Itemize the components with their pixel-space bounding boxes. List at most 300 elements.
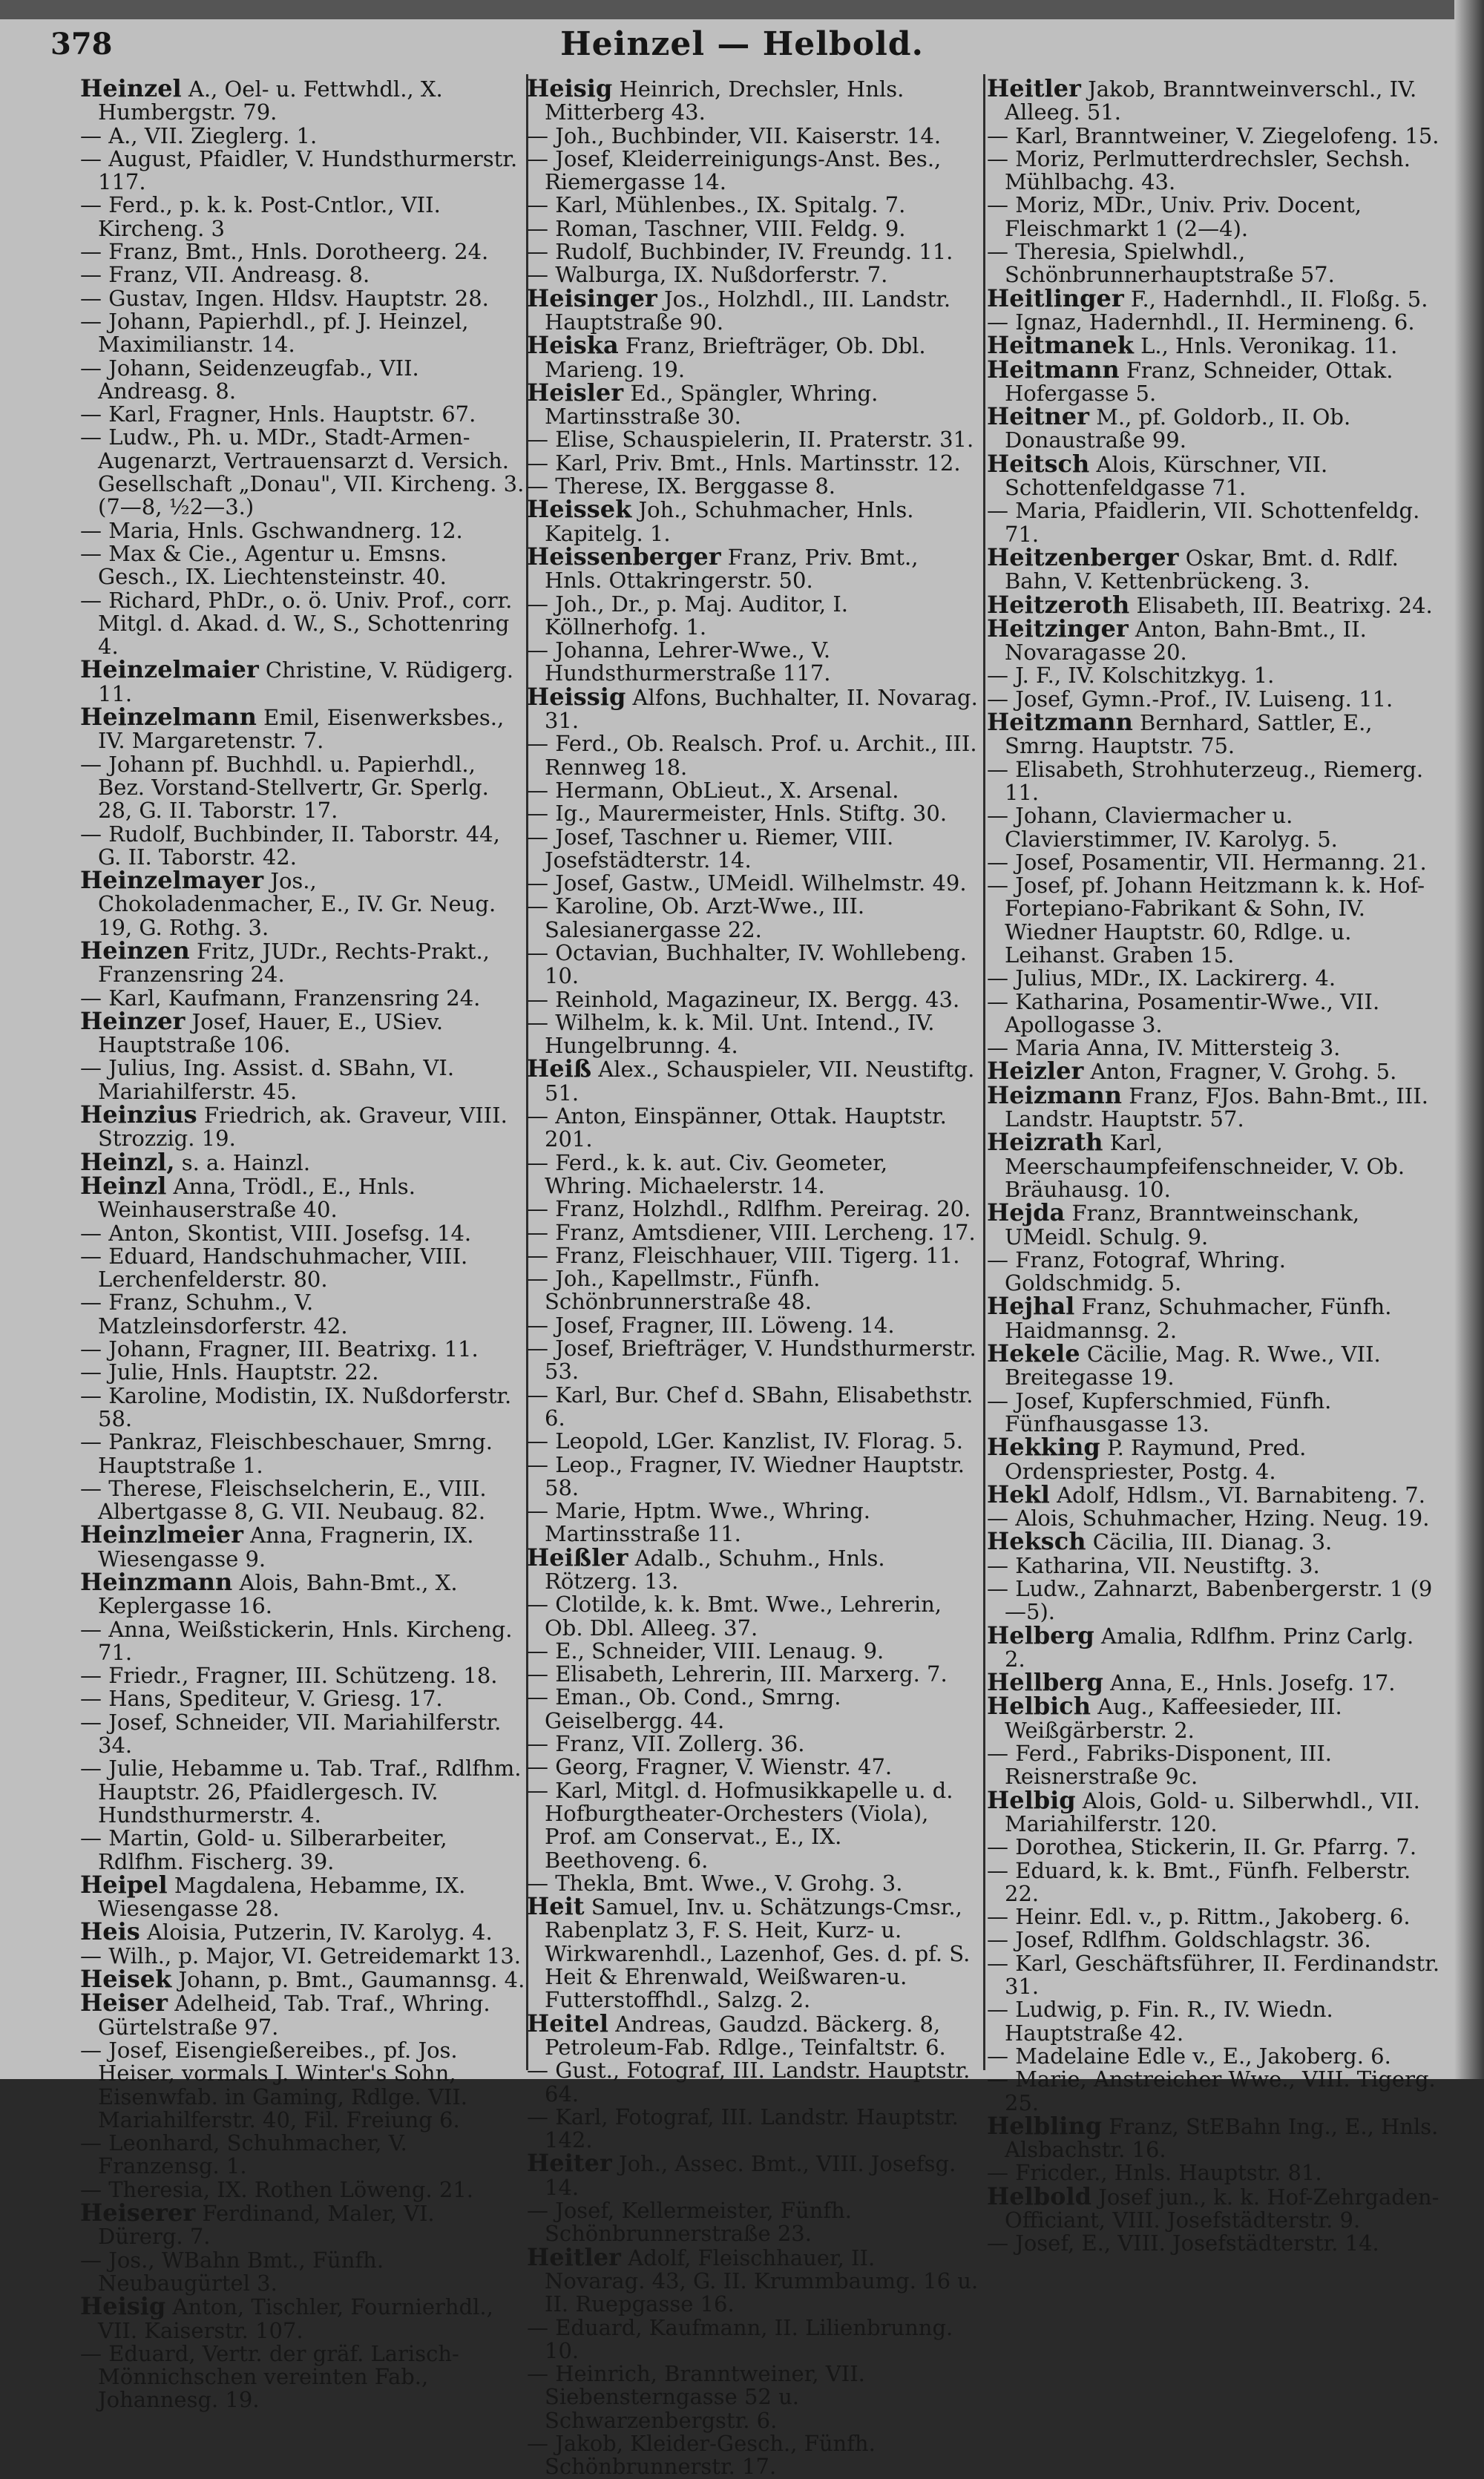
entry-details: Jos., Chokoladenmacher, E., IV. Gr. Neug. 19, G. Rothg. 3.: [98, 868, 496, 940]
entry-details: — Josef, Kupferschmied, Fünfh. Fünfhausgasse 13.: [987, 1388, 1332, 1436]
entry-details: — Rudolf, Buchbinder, II. Taborstr. 44, G. II. Taborstr. 42.: [80, 821, 500, 870]
entry-details: — Johanna, Lehrer-Wwe., V. Hundsthurmerstraße 117.: [527, 637, 831, 686]
entry-details: — Elisabeth, Lehrerin, III. Marxerg. 7.: [527, 1661, 948, 1687]
entry-details: — Ig., Maurermeister, Hnls. Stiftg. 30.: [527, 801, 948, 827]
directory-entry: [80, 1431, 525, 1477]
directory-entry: [527, 1198, 979, 1221]
entry-details: Anton, Fragner, V. Grohg. 5.: [1083, 1059, 1397, 1085]
entry-details: Anton, Bahn-Bmt., II. Novaragasse 20.: [1005, 616, 1367, 666]
entry-surname: Heinzelmayer: [80, 866, 264, 895]
entry-details: — Joh., Kapellmstr., Fünfh. Schönbrunnerstraße 48.: [527, 1266, 821, 1315]
entry-details: Josef, Hauer, E., USiev. Hauptstraße 106.: [98, 1008, 444, 1058]
entry-details: L., Hnls. Veronikag. 11.: [1133, 333, 1398, 359]
directory-entry: [987, 499, 1441, 546]
directory-entry: [987, 402, 1441, 453]
scan-top-edge: [0, 0, 1484, 19]
entry-surname: Heitzeroth: [987, 590, 1130, 619]
entry-surname: Hejda: [987, 1198, 1066, 1227]
entry-details: — Franz, Schuhm., V. Matzleinsdorferstr. 42.: [80, 1290, 348, 1339]
entry-details: — Josef, Gastw., UMeidl. Wilhelmstr. 49.: [527, 870, 967, 896]
directory-entry: [987, 1692, 1441, 1743]
entry-details: — Elisabeth, Strohhuterzeug., Riemerg. 11.: [987, 756, 1424, 805]
entry-details: — Pankraz, Fleischbeschauer, Smrng. Hauptstraße 1.: [80, 1429, 493, 1478]
directory-entry: [527, 1105, 979, 1152]
directory-entry: [527, 2199, 979, 2246]
directory-entry: [527, 1430, 979, 1453]
directory-entry: [527, 639, 979, 686]
directory-entry: [80, 1568, 525, 1619]
entry-surname: Heiska: [527, 331, 619, 360]
entry-surname: Hellberg: [987, 1668, 1103, 1697]
directory-entry: [987, 1433, 1441, 1484]
entry-details: — Josef, Kleiderreinigungs-Anst. Bes., Riemergasse 14.: [527, 145, 942, 195]
entry-details: — Karl, Bur. Chef d. SBahn, Elisabethstr. 6.: [527, 1382, 974, 1431]
entry-details: — Marie, Anstreicher Wwe., VIII. Tigerg. 25.: [987, 2066, 1436, 2115]
directory-entry: [987, 74, 1441, 125]
directory-entry: [80, 403, 525, 426]
entry-details: — Leop., Fragner, IV. Wiedner Hauptstr. 58.: [527, 1451, 965, 1500]
entry-details: — Theresia, IX. Rothen Löweng. 21.: [80, 2176, 474, 2202]
entry-details: — Marie, Hptm. Wwe., Whring. Martinsstraße 11.: [527, 1498, 870, 1547]
entry-details: — August, Pfaidler, V. Hundsthurmerstr. 117.: [80, 145, 518, 195]
directory-entry: [527, 1733, 979, 1756]
entry-surname: Heisek: [80, 1965, 172, 1994]
entry-surname: Heis: [80, 1917, 140, 1946]
entry-surname: Hekking: [987, 1433, 1100, 1462]
entry-surname: Helbig: [987, 1785, 1076, 1814]
entry-details: — Moriz, MDr., Univ. Priv. Docent, Fleischmarkt 1 (2—4).: [987, 192, 1362, 241]
entry-surname: Heitzmann: [987, 708, 1133, 737]
entry-details: — Eduard, Vertr. der gräf. Larisch-Mönnichschen vereinten Fab., Johannesg. 19.: [80, 2340, 459, 2413]
directory-entry: [80, 2249, 525, 2296]
directory-entry: [527, 2314, 979, 2363]
entry-details: — Josef, Rdlfhm. Goldschlagstr. 36.: [987, 1927, 1371, 1953]
entry-details: — Dorothea, Stickerin, II. Gr. Pfarrg. 7.: [987, 1834, 1417, 1860]
entry-details: — Ludw., Zahnarzt, Babenbergerstr. 1 (9—5).: [987, 1576, 1433, 1625]
entry-details: — Josef, E., VIII. Josefstädterstr. 14.: [987, 2230, 1379, 2256]
directory-entry: [987, 1905, 1441, 1928]
entry-surname: Heinzer: [80, 1006, 186, 1035]
entry-details: M., pf. Goldorb., II. Ob. Donaustraße 99.: [1005, 404, 1351, 453]
entry-surname: Heizrath: [987, 1128, 1103, 1157]
directory-entry: [80, 122, 525, 148]
directory-entry: [80, 1711, 525, 1758]
directory-entry: [527, 779, 979, 802]
entry-details: Aloisia, Putzerin, IV. Karolyg. 4.: [139, 1920, 493, 1946]
directory-entry: [987, 1742, 1441, 1789]
entry-details: — Anton, Einspänner, Ottak. Hauptstr. 201.: [527, 1103, 947, 1152]
entry-details: — Wilh., p. Major, VI. Getreidemarkt 13.: [80, 1943, 522, 1969]
directory-entry: [527, 495, 979, 546]
entry-details: Anna, Trödl., E., Hnls. Weinhauserstraße 40.: [98, 1173, 416, 1223]
directory-entry: [987, 2045, 1441, 2068]
directory-entry: [80, 1989, 525, 2040]
entry-details: Anton, Tischler, Fournierhdl., VII. Kaiserstr. 107.: [98, 2294, 493, 2343]
entry-details: Joh., Assec. Bmt., VIII. Josefsg. 14.: [545, 2151, 956, 2200]
entry-details: — Julie, Hebamme u. Tab. Traf., Rdlfhm. Hauptstr. 26, Pfaidlergesch. IV. Hundsthurmerstr. 4.: [80, 1756, 522, 1828]
entry-details: — Eduard, k. k. Bmt., Fünfh. Felberstr. 22.: [987, 1857, 1411, 1906]
column-1: [80, 74, 525, 2413]
scan-right-edge: [1454, 0, 1484, 2079]
directory-entry: [527, 732, 979, 779]
directory-entry: [987, 664, 1441, 687]
directory-entry: [527, 1011, 979, 1058]
directory-entry: [527, 1892, 979, 2013]
entry-details: — Reinhold, Magazineur, IX. Bergg. 43.: [527, 986, 960, 1012]
entry-details: — Maria, Pfaidlerin, VII. Schottenfeldg. 71.: [987, 498, 1420, 547]
entry-details: — Ferd., k. k. aut. Civ. Geometer, Whring. Michaelerstr. 14.: [527, 1149, 888, 1198]
entry-surname: Heinzl,: [80, 1147, 175, 1176]
entry-details: — Ferd., Fabriks-Disponent, III. Reisnerstraße 9c.: [987, 1741, 1333, 1790]
entry-surname: Heizmann: [987, 1080, 1123, 1109]
entry-details: — Jakob, Kleider-Gesch., Fünfh. Schönbrunnerstr. 17.: [527, 2430, 876, 2479]
directory-entry: [527, 240, 979, 263]
running-title: Heinzel — Helbold.: [560, 25, 924, 63]
directory-entry: [527, 2009, 979, 2060]
entry-details: Cäcilie, Mag. R. Wwe., VII. Breitegasse 19.: [1005, 1342, 1381, 1390]
entry-surname: Heitzenberger: [987, 542, 1179, 571]
entry-details: Anna, Fragnerin, IX. Wiesengasse 9.: [98, 1523, 474, 1572]
entry-details: — Franz, Bmt., Hnls. Dorotheerg. 24.: [80, 239, 489, 265]
page-number: 378: [50, 27, 113, 62]
entry-details: — Franz, VII. Andreasg. 8.: [80, 262, 370, 288]
entry-details: — Hans, Spediteur, V. Griesg. 17.: [80, 1686, 443, 1712]
entry-surname: Heiserer: [80, 2199, 196, 2227]
directory-entry: [527, 2149, 979, 2200]
directory-entry: [987, 355, 1441, 406]
directory-entry: [80, 1477, 525, 1524]
entry-surname: Heissig: [527, 682, 626, 711]
entry-details: — Karl, Priv. Bmt., Hnls. Martinsstr. 12.: [527, 450, 961, 476]
entry-surname: Heinzelmaier: [80, 655, 259, 684]
entry-details: — Heinr. Edl. v., p. Rittm., Jakoberg. 6.: [987, 1904, 1411, 1930]
entry-details: — Josef, Eisengießereibes., pf. Jos. Heiser, vormals J. Winter's Sohn, Eisenwfab. in Gaming, Rdlge. VII. Mariahilferstr. 40, Fil. Freiung 6.: [80, 2037, 467, 2132]
directory-entry: [527, 1451, 979, 1500]
page-header: [0, 22, 1484, 74]
directory-entry: [987, 240, 1441, 287]
entry-surname: Heissek: [527, 495, 632, 524]
entry-details: — Moriz, Perlmutterdrechsler, Sechsh. Mühlbachg. 43.: [987, 145, 1411, 195]
entry-details: Franz, FJos. Bahn-Bmt., III. Landstr. Hauptstr. 57.: [1005, 1083, 1428, 1132]
entry-surname: Heißler: [527, 1543, 628, 1572]
entry-surname: Heisler: [527, 378, 624, 407]
entry-surname: Heiß: [527, 1054, 592, 1083]
directory-entry: [987, 1480, 1441, 1508]
directory-entry: [80, 1870, 525, 1922]
entry-details: — Eman., Ob. Cond., Smrng. Geiselbergg. 44.: [527, 1684, 841, 1733]
entry-surname: Hekl: [987, 1480, 1050, 1508]
entry-details: Elisabeth, III. Beatrixg. 24.: [1129, 592, 1433, 618]
directory-entry: [527, 1779, 979, 1872]
entry-details: — Josef, pf. Johann Heitzmann k. k. Hof-Fortepiano-Fabrikant & Sohn, IV. Wiedner Hauptstr. 60, Rdlge. u. Leihanst. Graben 15.: [987, 873, 1425, 968]
column-3: [987, 74, 1441, 2256]
entry-surname: Heitlinger: [987, 283, 1124, 312]
entry-details: — Karl, Branntweiner, V. Ziegelofeng. 15.: [987, 122, 1439, 148]
entry-details: Johann, p. Bmt., Gaumannsg. 4.: [171, 1967, 525, 1993]
directory-entry: [80, 519, 525, 542]
entry-details: Andreas, Gaudzd. Bäckerg. 8, Petroleum-Fab. Rdlge., Teinfaltstr. 6.: [545, 2011, 946, 2060]
directory-entry: [80, 1006, 525, 1058]
directory-entry: [80, 589, 525, 659]
directory-entry: [80, 357, 525, 404]
directory-entry: [527, 2059, 979, 2106]
entry-details: — Eduard, Kaufmann, II. Lilienbrunng. 10.: [527, 2314, 953, 2363]
directory-entry: [80, 1664, 525, 1687]
entry-surname: Heitler: [527, 2242, 621, 2271]
entry-details: Adolf, Hdlsm., VI. Barnabiteng. 7.: [1049, 1482, 1425, 1508]
directory-entry: [527, 1244, 979, 1267]
entry-details: Franz, Branntweinschank, UMeidl. Schulg. 9.: [1005, 1201, 1360, 1250]
entry-details: — Fricder., Hnls. Hauptstr. 81.: [987, 2160, 1322, 2186]
directory-entry: [527, 1663, 979, 1686]
entry-details: — Max & Cie., Agentur u. Emsns. Gesch., IX. Liechtensteinstr. 40.: [80, 540, 447, 590]
directory-entry: [80, 1291, 525, 1338]
entry-surname: Heitler: [987, 74, 1081, 102]
entry-details: — Maria Anna, IV. Mittersteig 3.: [987, 1035, 1341, 1061]
directory-entry: [987, 1080, 1441, 1132]
directory-entry: [527, 1384, 979, 1431]
entry-surname: Hejhal: [987, 1292, 1075, 1321]
entry-surname: Heitzinger: [987, 614, 1129, 643]
entry-details: — Franz, VII. Zollerg. 36.: [527, 1731, 805, 1757]
directory-entry: [527, 1543, 979, 1594]
column-2: [527, 74, 979, 2479]
directory-entry: [527, 988, 979, 1011]
entry-surname: Heissenberger: [527, 542, 721, 571]
entry-details: — Joh., Dr., p. Maj. Auditor, I. Köllnerhofg. 1.: [527, 591, 848, 640]
directory-entry: [80, 287, 525, 310]
entry-details: Franz, Briefträger, Ob. Dbl. Marieng. 19.: [545, 333, 926, 382]
directory-entry: [987, 967, 1441, 990]
directory-entry: [80, 936, 525, 988]
entry-surname: Heinzius: [80, 1100, 197, 1129]
directory-entry: [527, 1756, 979, 1779]
entry-details: — J. F., IV. Kolschitzkyg. 1.: [987, 663, 1275, 689]
directory-entry: [527, 428, 979, 451]
directory-entry: [527, 2363, 979, 2432]
entry-details: — Katharina, VII. Neustiftg. 3.: [987, 1552, 1320, 1578]
entry-details: — Theresia, Spielwhdl., Schönbrunnerhauptstraße 57.: [987, 239, 1335, 288]
entry-details: Alfons, Buchhalter, II. Novarag. 31.: [545, 684, 978, 734]
entry-details: Cäcilia, III. Dianag. 3.: [1086, 1529, 1333, 1555]
entry-details: Amalia, Rdlfhm. Prinz Carlg. 2.: [1005, 1623, 1414, 1672]
entry-details: Adalb., Schuhm., Hnls. Rötzerg. 13.: [545, 1545, 885, 1594]
entry-details: Oskar, Bmt. d. Rdlf. Bahn, V. Kettenbrückeng. 3.: [1005, 545, 1399, 594]
entry-details: P. Raymund, Pred. Ordenspriester, Postg. 4.: [1005, 1435, 1307, 1484]
entry-details: Adelheid, Tab. Traf., Whring. Gürtelstraße 97.: [98, 1991, 490, 2040]
entry-details: — Franz, Holzhdl., Rdlfhm. Pereirag. 20.: [527, 1196, 971, 1222]
directory-entry: [987, 122, 1441, 148]
directory-entry: [80, 426, 525, 519]
directory-entry: [80, 1757, 525, 1827]
entry-details: Jos., Holzhdl., III. Landstr. Hauptstraße 90.: [545, 286, 951, 335]
entry-details: — Maria, Hnls. Gschwandnerg. 12.: [80, 517, 463, 543]
directory-entry: [987, 194, 1441, 240]
directory-entry: [80, 1171, 525, 1223]
directory-entry: [80, 1687, 525, 1710]
directory-entry: [987, 1928, 1441, 1951]
entry-details: — Walburga, IX. Nußdorferstr. 7.: [527, 262, 888, 288]
entry-details: Anna, E., Hnls. Josefg. 17.: [1103, 1670, 1396, 1696]
directory-entry: [80, 310, 525, 357]
entry-details: — Josef, Kellermeister, Fünfh. Schönbrunnerstraße 23.: [527, 2198, 852, 2247]
directory-entry: [527, 1686, 979, 1733]
entry-details: — Karl, Geschäftsführer, II. Ferdinandstr. 31.: [987, 1950, 1440, 2000]
directory-entry: [80, 74, 525, 125]
entry-details: — Leonhard, Schuhmacher, V. Franzensg. 1.: [80, 2130, 407, 2179]
directory-entry: [987, 1249, 1441, 1296]
directory-entry: [987, 1339, 1441, 1390]
entry-details: — Johann, Claviermacher u. Clavierstimmer, IV. Karolyg. 5.: [987, 803, 1338, 852]
directory-entry: [527, 1640, 979, 1663]
entry-details: — Jos., WBahn Bmt., Fünfh. Neubaugürtel 3.: [80, 2247, 384, 2296]
entry-surname: Heisig: [80, 2292, 166, 2321]
entry-details: Bernhard, Sattler, E., Smrng. Hauptstr. 75.: [1005, 710, 1373, 759]
entry-details: — Elise, Schauspielerin, II. Praterstr. 31.: [527, 427, 974, 453]
entry-details: — Gustav, Ingen. Hldsv. Hauptstr. 28.: [80, 285, 489, 311]
entry-details: — Josef, Fragner, III. Löweng. 14.: [527, 1312, 895, 1338]
directory-entry: [527, 1500, 979, 1546]
directory-entry: [987, 2232, 1441, 2255]
directory-entry: [527, 283, 979, 335]
entry-surname: Heiter: [527, 2149, 612, 2178]
entry-details: Alois, Gold- u. Silberwhdl., VII. Mariahilferstr. 120.: [1005, 1787, 1420, 1836]
entry-surname: Heinzl: [80, 1171, 167, 1200]
entry-surname: Heipel: [80, 1870, 168, 1899]
entry-details: Alois, Bahn-Bmt., X. Keplergasse 16.: [98, 1570, 458, 1619]
directory-entry: [80, 263, 525, 286]
entry-details: — Karl, Fotograf, III. Landstr. Hauptstr. 142.: [527, 2104, 959, 2153]
directory-entry: [80, 2201, 525, 2249]
entry-details: — A., VII. Zieglerg. 1.: [80, 122, 318, 148]
directory-entry: [80, 2039, 525, 2132]
directory-entry: [987, 1390, 1441, 1436]
entry-details: — Therese, Fleischselcherin, E., VIII. Albertgasse 8, G. VII. Neubaug. 82.: [80, 1475, 487, 1525]
entry-details: — Ferd., Ob. Realsch. Prof. u. Archit., III. Rennweg 18.: [527, 731, 977, 780]
entry-surname: Heiser: [80, 1989, 168, 2017]
entry-surname: Heitsch: [987, 449, 1090, 478]
entry-details: — Richard, PhDr., o. ö. Univ. Prof., corr. Mitgl. d. Akad. d. W., S., Schottenring 4.: [80, 587, 513, 660]
entry-surname: Heinzlmeier: [80, 1520, 243, 1549]
directory-entry: [987, 988, 1441, 1037]
directory-entry: [987, 1554, 1441, 1577]
entry-details: — Julius, MDr., IX. Lackirerg. 4.: [987, 965, 1336, 991]
directory-entry: [987, 708, 1441, 759]
entry-details: Adolf, Fleischhauer, II. Novarag. 43, G. II. Krummbaumg. 16 u. II. Ruepgasse 16.: [545, 2245, 979, 2317]
directory-entry: [987, 449, 1441, 501]
directory-entry: [987, 851, 1441, 874]
directory-entry: [527, 682, 979, 734]
directory-entry: [987, 874, 1441, 967]
entry-details: — Ludwig, p. Fin. R., IV. Wiedn. Hauptstraße 42.: [987, 1997, 1333, 2046]
directory-entry: [80, 145, 525, 195]
entry-details: — Eduard, Handschuhmacher, VIII. Lerchenfelderstr. 80.: [80, 1243, 468, 1293]
entry-surname: Heisig: [527, 74, 613, 102]
entry-details: — Johann, Seidenzeugfab., VII. Andreasg. 8.: [80, 355, 419, 404]
entry-details: Samuel, Inv. u. Schätzungs-Cmsr., Rabenplatz 3, F. S. Heit, Kurz- u. Wirkwarenhdl., Lazenhof, Ges. d. pf. S. Heit & Ehrenwald, Weißwaren-u. Futterstoffhdl., Salzg. 2.: [545, 1894, 971, 2013]
entry-details: — Johann, Papierhdl., pf. J. Heinzel, Maximilianstr. 14.: [80, 308, 469, 358]
directory-entry: [987, 1292, 1441, 1343]
entry-details: — Franz, Amtsdiener, VIII. Lercheng. 17.: [527, 1219, 976, 1245]
directory-entry: [527, 1267, 979, 1314]
entry-details: — Heinrich, Branntweiner, VII. Siebensterngasse 52 u. Schwarzenbergstr. 6.: [527, 2361, 865, 2433]
column-rule-right: [983, 74, 985, 2070]
directory-entry: [80, 866, 525, 940]
directory-entry: [527, 2106, 979, 2153]
entry-surname: Heisinger: [527, 283, 657, 312]
entry-details: — Octavian, Buchhalter, IV. Wohllebeng. 10.: [527, 939, 967, 989]
entry-details: — Julius, Ing. Assist. d. SBahn, VI. Mariahilferstr. 45.: [80, 1055, 455, 1104]
entry-details: — Josef, Posamentir, VII. Hermanng. 21.: [987, 849, 1427, 875]
directory-entry: [80, 1827, 525, 1874]
entry-surname: Heitmann: [987, 355, 1120, 384]
entry-details: — Thekla, Bmt. Wwe., V. Grohg. 3.: [527, 1870, 903, 1896]
entry-details: — Hermann, ObLieut., X. Arsenal.: [527, 777, 899, 803]
entry-details: Joh., Schuhmacher, Hnls. Kapitelg. 1.: [545, 497, 914, 546]
entry-surname: Helbold: [987, 2181, 1091, 2210]
directory-entry: [527, 452, 979, 475]
entry-details: — Leopold, LGer. Kanzlist, IV. Florag. 5.: [527, 1428, 963, 1454]
directory-entry: [80, 194, 525, 240]
directory-entry: [527, 378, 979, 430]
entry-surname: Heksch: [987, 1527, 1086, 1556]
directory-entry: [527, 593, 979, 640]
entry-surname: Heinzmann: [80, 1568, 233, 1596]
entry-details: — Ludw., Ph. u. MDr., Stadt-Armen-Augenarzt, Vertrauensarzt d. Versich. Gesellschaft „Donau", VII. Kircheng. 3. (7—8, ½2—3.): [80, 424, 525, 520]
entry-details: Ferdinand, Maler, VI. Dürerg. 7.: [98, 2201, 435, 2250]
directory-entry: [527, 802, 979, 825]
directory-entry: [80, 2132, 525, 2178]
directory-entry: [987, 1785, 1441, 1836]
directory-entry: [80, 1245, 525, 1292]
entry-details: Alex., Schauspieler, VII. Neustiftg. 51.: [545, 1057, 975, 1106]
entry-details: Fritz, JUDr., Rechts-Prakt., Franzensring 24.: [98, 938, 490, 988]
entry-surname: Helbich: [987, 1692, 1091, 1721]
entry-surname: Hekele: [987, 1339, 1080, 1368]
entry-details: — Josef, Briefträger, V. Hundsthurmerstr. 53.: [527, 1336, 976, 1385]
entry-details: — Karl, Fragner, Hnls. Hauptstr. 67.: [80, 401, 476, 427]
directory-entry: [987, 1859, 1441, 1906]
entry-surname: Heinzen: [80, 936, 190, 965]
entry-surname: Heizler: [987, 1057, 1084, 1086]
directory-entry: [987, 2111, 1441, 2163]
entry-details: — Josef, Schneider, VII. Mariahilferstr. 34.: [80, 1709, 502, 1759]
directory-entry: [987, 1998, 1441, 2045]
entry-surname: Heinzelmann: [80, 703, 257, 732]
entry-details: — Karl, Kaufmann, Franzensring 24.: [80, 985, 481, 1011]
entry-details: Emil, Eisenwerksbes., IV. Margaretenstr. 7.: [98, 705, 505, 754]
entry-details: Heinrich, Drechsler, Hnls. Mitterberg 43.: [545, 76, 904, 125]
entry-details: Franz, Schuhmacher, Fünfh. Haidmannsg. 2.: [1005, 1294, 1392, 1343]
directory-entry: [527, 145, 979, 195]
directory-entry: [527, 826, 979, 873]
entry-details: Christine, V. Rüdigerg. 11.: [98, 657, 514, 706]
entry-details: — Roman, Taschner, VIII. Feldg. 9.: [527, 215, 906, 241]
directory-entry: [80, 240, 525, 263]
directory-entry: [80, 823, 525, 870]
entry-details: Josef jun., k. k. Hof-Zehrgaden-Officiant, VIII. Josefstädterstr. 9.: [1005, 2184, 1439, 2233]
entry-details: — E., Schneider, VIII. Lenaug. 9.: [527, 1638, 884, 1664]
directory-entry: [80, 1222, 525, 1245]
entry-details: — Johann pf. Buchhdl. u. Papierhdl., Bez. Vorstand-Stellvertr, Gr. Sperlg. 28, G. II. Taborstr. 17.: [80, 751, 489, 824]
directory-entry: [80, 1100, 525, 1152]
directory-entry: [987, 1577, 1441, 1624]
entry-details: — Karl, Mitgl. d. Hofmusikkapelle u. d. Hofburgtheater-Orchesters (Viola), Prof. am Conservat., E., IX. Beethoveng. 6.: [527, 1777, 953, 1873]
entry-details: — Katharina, Posamentir-Wwe., VII. Apollogasse 3.: [987, 988, 1380, 1037]
directory-entry: [987, 758, 1441, 805]
entry-surname: Helbling: [987, 2111, 1103, 2140]
entry-details: — Georg, Fragner, V. Wienstr. 47.: [527, 1754, 893, 1780]
